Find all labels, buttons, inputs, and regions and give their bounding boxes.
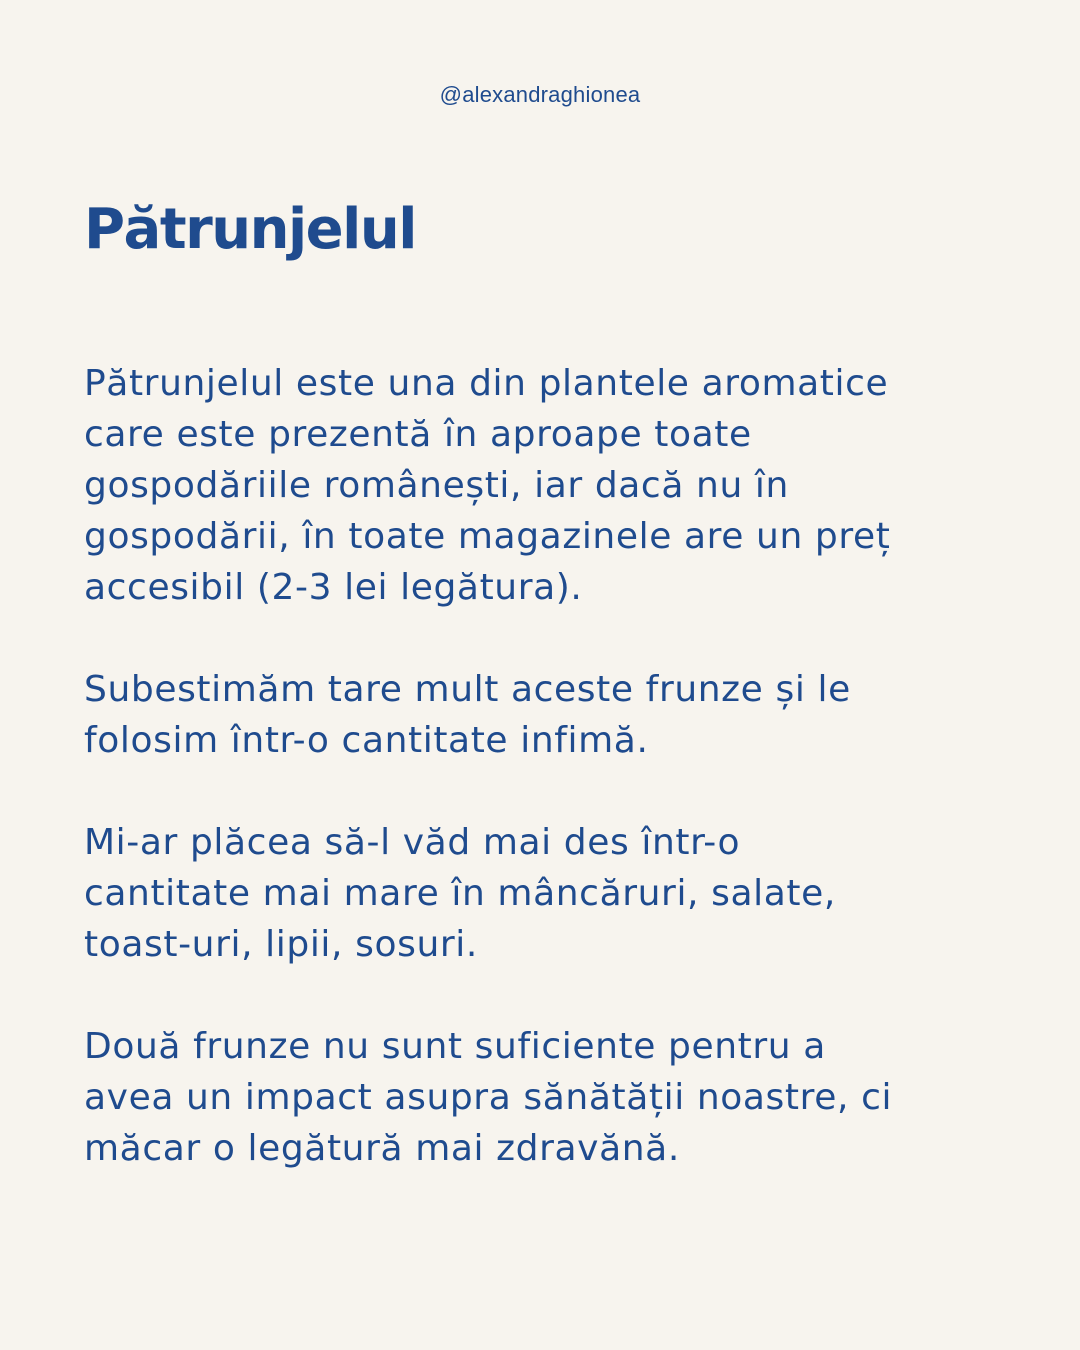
author-handle: @alexandraghionea	[439, 82, 641, 107]
paragraph-underestimate: Subestimăm tare mult aceste frunze și le folosim într-o cantitate infimă.	[84, 669, 851, 761]
paragraph-intro: Pătrunjelul este una din plantele aromatice care este prezentă în aproape toate gospodăriile românești, iar dacă nu în gospodării, în toate magazinele are un preț accesibil (2-3 lei legătura).	[84, 363, 891, 608]
article-body	[84, 358, 1004, 1225]
paragraph-impact: Două frunze nu sunt suficiente pentru a avea un impact asupra sănătății noastre, ci măcar o legătură mai zdravănă.	[84, 1026, 893, 1169]
paragraph-wish: Mi-ar plăcea să-l văd mai des într-o cantitate mai mare în mâncăruri, salate, toast-uri, lipii, sosuri.	[84, 822, 836, 965]
page-title: Pătrunjelul	[84, 197, 416, 262]
